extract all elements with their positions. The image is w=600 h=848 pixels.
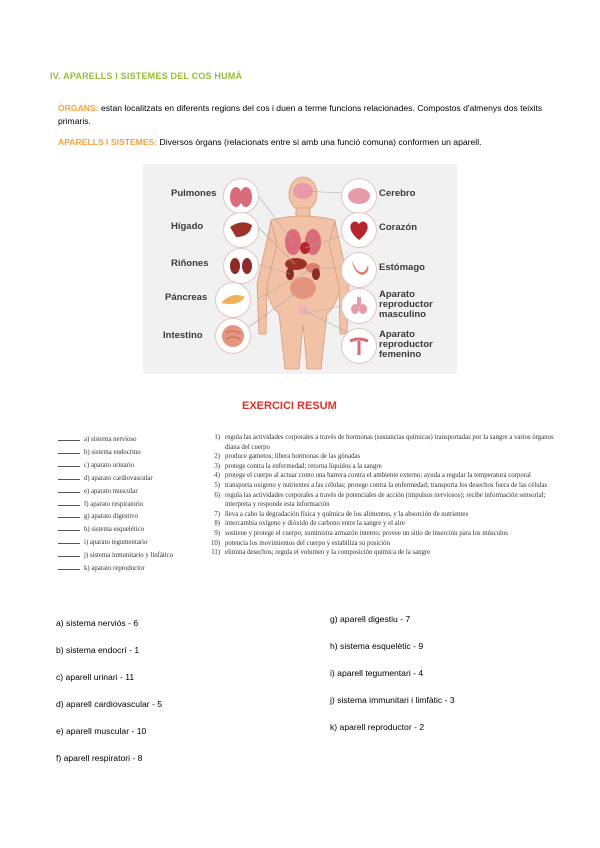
answer-k: k) aparell reproductor - 2 [330, 722, 425, 732]
answer-d: d) aparell cardiovascular - 5 [56, 699, 163, 709]
liver-icon [223, 212, 259, 248]
answer-i: i) aparell tegumentari - 4 [330, 668, 424, 678]
section-title: IV. APARELLS I SISTEMES DEL COS HUMÀ [50, 71, 243, 81]
function-item: 4) protege el cuerpo al actuar como una barrera contra el ambiente externo; ayuda a regular la temperatura corporal [214, 472, 531, 480]
kidneys-icon [223, 248, 259, 284]
pancreas-icon [215, 282, 251, 318]
function-item: 10) potencia los movimientos del cuerpo y estabiliza su posición [210, 539, 390, 547]
option-item: k) aparato reproductor [58, 562, 173, 575]
answer-blank [58, 433, 80, 441]
label-liver: Hígado [171, 221, 204, 232]
answer-a: a) sistema nerviós - 6 [56, 618, 139, 628]
option-item: a) sistema nervioso [58, 433, 173, 446]
organs-text: estan localitzats en diferents regions del cos i duen a terme funcions relacionades. Compostos d'almenys dos teixits primaris. [58, 103, 543, 126]
label-male-reproductive: Aparato reproductor masculino [379, 289, 433, 320]
anatomy-figure [143, 164, 457, 374]
option-item: h) sistema esquelético [58, 523, 173, 536]
function-item: 7) lleva a cabo la degradación física y química de los alimentos, y la absorción de nutrientes [214, 510, 469, 518]
option-item: i) aparato tegumentario [58, 536, 173, 549]
answer-blank [58, 549, 80, 557]
answer-h: h) sistema esquelètic - 9 [330, 641, 424, 651]
answer-blank [58, 536, 80, 544]
option-item: d) aparato cardiovascular [58, 472, 173, 485]
answer-blank [58, 562, 80, 570]
heart-icon [341, 212, 377, 248]
answer-blank [58, 523, 80, 531]
answer-blank [58, 485, 80, 493]
function-item: 5) transporta oxígeno y nutrientes a las células; protege contra la enfermedad; transporta los desechos fuera de las células [214, 481, 548, 489]
function-item: 8) intercambia oxígeno y dióxido de carbono entre la sangre y el aire [214, 520, 405, 528]
option-item: j) sistema inmunitario y linfático [58, 549, 173, 562]
systems-label: APARELLS I SISTEMES: [58, 137, 158, 147]
organs-definition [58, 102, 558, 128]
exercise-title: EXERCICI RESUM [242, 400, 337, 412]
label-brain: Cerebro [379, 188, 416, 199]
answer-blank [58, 459, 80, 467]
answer-blank [58, 472, 80, 480]
option-item: c) aparato urinario [58, 459, 173, 472]
systems-definition [58, 136, 558, 149]
option-item: f) aparato respiratorio [58, 498, 173, 511]
answer-e: e) aparell muscular - 10 [56, 726, 147, 736]
systems-text: Diversos òrgans (relacionats entre si amb una funció comuna) conformen un aparell. [159, 137, 482, 147]
label-kidneys: Riñones [171, 258, 209, 269]
function-item: 1) regula las actividades corporales a través de hormonas (sustancias químicas) transportadas por la sangre a varios órganos diana del cuerpo [214, 434, 554, 451]
option-item: b) sistema endocrino [58, 446, 173, 459]
answer-c: c) aparell urinari - 11 [56, 672, 135, 682]
answer-j: j) sistema immunitari i limfàtic - 3 [330, 695, 455, 705]
function-item: 11) elimina desechos; regula el volumen y la composición química de la sangre [211, 549, 431, 557]
exercise-options [58, 433, 173, 575]
intestine-icon [215, 318, 251, 354]
answer-f: f) aparell respiratori - 8 [56, 753, 143, 763]
answer-g: g) aparell digestiu - 7 [330, 614, 411, 624]
label-female-reproductive: Aparato reproductor femenino [379, 329, 433, 360]
answer-b: b) sistema endocrí - 1 [56, 645, 140, 655]
answer-blank [58, 446, 80, 454]
option-item: g) aparato digestivo [58, 510, 173, 523]
exercise-functions [204, 433, 564, 558]
brain-icon [341, 178, 377, 214]
female-reproductive-icon [341, 328, 377, 364]
label-pancreas: Páncreas [165, 292, 208, 303]
function-item: 9) sostiene y protege el cuerpo; suministra armazón interno; provee un sitio de inserción para los músculos [214, 529, 508, 537]
stomach-icon [341, 252, 377, 288]
label-intestine: Intestino [163, 330, 203, 341]
function-item: 3) protege contra la enfermedad; retorna líquidos a la sangre [214, 462, 382, 470]
lungs-icon [223, 178, 259, 214]
function-item: 6) regula las actividades corporales a través de potenciales de acción (impulsos nerviosos); recibe información sensorial; interpreta y responde esta información [214, 491, 546, 509]
label-stomach: Estómago [379, 262, 425, 273]
answer-blank [58, 498, 80, 506]
male-reproductive-icon [341, 288, 377, 324]
organs-label: ÒRGANS: [58, 103, 99, 113]
function-item: 2) produce gametos; libera hormonas de las gónadas [214, 453, 361, 461]
option-item: e) aparato muscular [58, 485, 173, 498]
label-heart: Corazón [379, 222, 417, 233]
label-lungs: Pulmones [171, 188, 217, 199]
answer-blank [58, 510, 80, 518]
